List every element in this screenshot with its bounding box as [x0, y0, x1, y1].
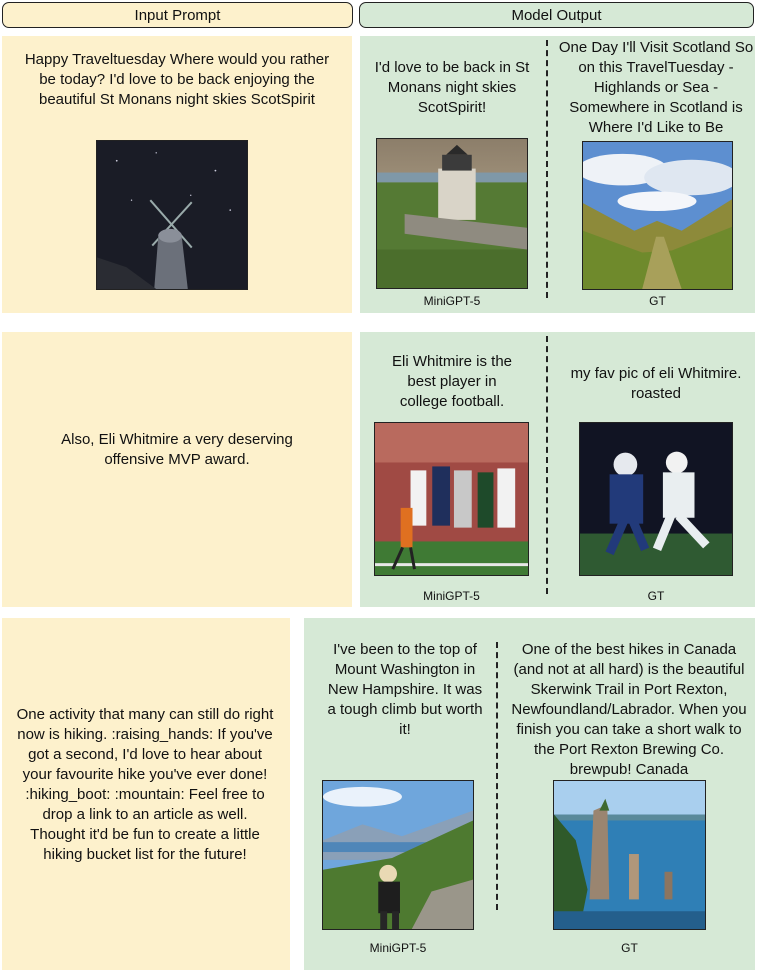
input-prompt-header-label: Input Prompt [134, 6, 221, 24]
example-3-gt-label: GT [621, 941, 638, 955]
example-2-gt-label: GT [647, 589, 665, 603]
example-3-model-text: I've been to the top of Mount Washington in New Hampshire. It was a tough climb but worth it! [327, 641, 483, 738]
example-1-prompt-text: Happy Traveltuesday Where would you rather be today? I'd love to be back enjoying the beautiful St Monans night skies ScotSpirit [24, 51, 330, 108]
input-prompt-header [2, 2, 353, 28]
example-2-gt-image [579, 422, 733, 576]
example-3-gt-image [553, 780, 706, 930]
example-3-gt-text: One of the best hikes in Canada (and not at all hard) is the beautiful Skerwink Trail in Port Rexton, Newfoundland/Labrador. When you finish you can take a short walk to the Port Rexton Brewing Co. brewpub! Canada [511, 641, 747, 778]
example-3-model-label: MiniGPT-5 [369, 941, 427, 955]
example-1-model-label: MiniGPT-5 [423, 294, 481, 308]
example-2-prompt-text: Also, Eli Whitmire a very deserving offensive MVP award. [61, 431, 293, 468]
example-2-divider [546, 336, 548, 594]
example-1-model-image [376, 138, 528, 289]
example-1-divider [546, 40, 548, 298]
example-2-model-text: Eli Whitmire is the best player in college football. [391, 353, 513, 410]
example-1-gt-label: GT [649, 294, 666, 308]
example-2-model-image [374, 422, 529, 576]
example-2-model-label: MiniGPT-5 [423, 589, 480, 603]
example-1-model-text: I'd love to be back in St Monans night skies ScotSpirit! [374, 59, 530, 116]
example-1-gt-image [582, 141, 733, 290]
example-1-gt-text: One Day I'll Visit Scotland So on this TravelTuesday - Highlands or Sea - Somewhere in Scotland is Where I'd Like to Be [558, 39, 754, 136]
model-output-header-label: Model Output [511, 6, 602, 24]
example-3-model-image [322, 780, 474, 930]
example-2-gt-text: my fav pic of eli Whitmire. roasted [570, 365, 742, 402]
example-3-divider [496, 642, 498, 910]
example-1-prompt-image [96, 140, 248, 290]
example-3-prompt-text: One activity that many can still do right now is hiking. :raising_hands: If you've got a second, I'd love to hear about your favourite hike you've ever done! :hiking_boot: :mountain: Feel free to drop a link to an article as well. Thought it'd be fun to create a little hiking bucket list for the future! [16, 706, 274, 863]
model-output-header [359, 2, 754, 28]
